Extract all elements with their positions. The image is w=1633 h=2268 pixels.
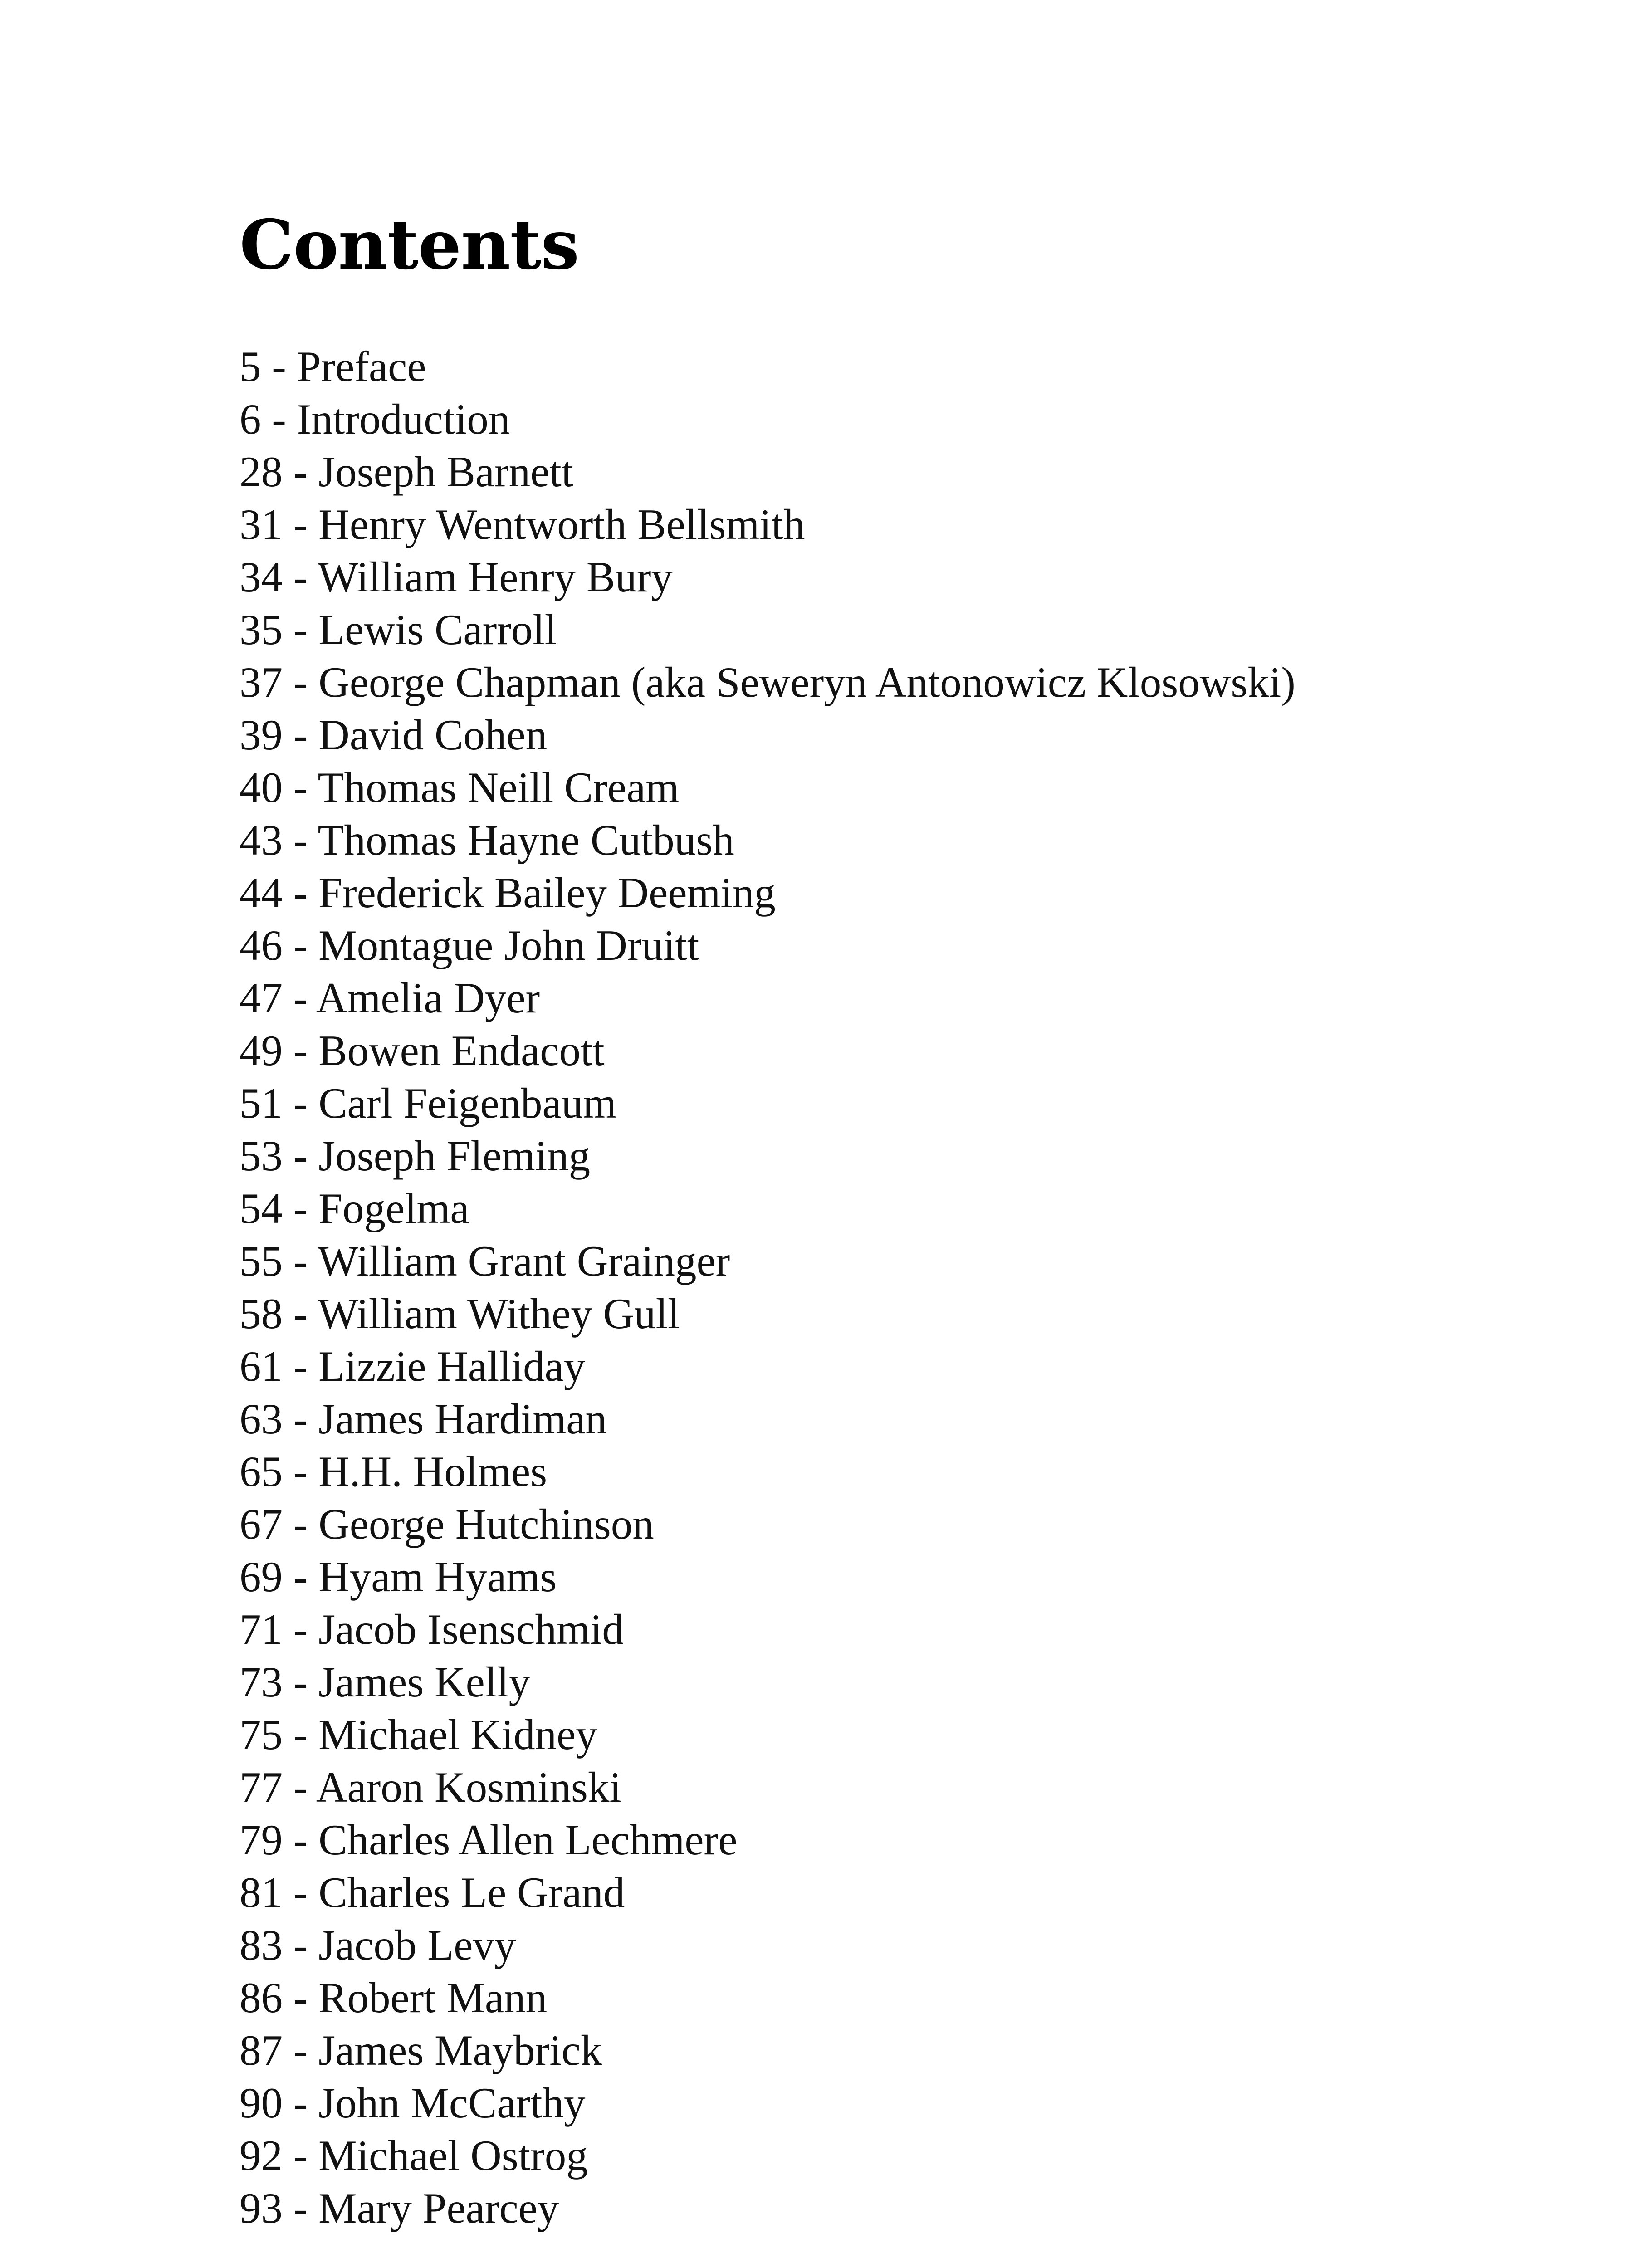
toc-entry: 75 - Michael Kidney: [240, 1711, 597, 1759]
toc-entry: 92 - Michael Ostrog: [240, 2131, 588, 2180]
toc-entry: 40 - Thomas Neill Cream: [240, 763, 680, 811]
toc-entry: 79 - Charles Allen Lechmere: [240, 1816, 738, 1864]
toc-entry: 35 - Lewis Carroll: [240, 606, 557, 654]
toc-entry: 5 - Preface: [240, 342, 426, 391]
toc-entry: 63 - James Hardiman: [240, 1395, 607, 1443]
toc-entry: 65 - H.H. Holmes: [240, 1447, 548, 1496]
toc-entry: 86 - Robert Mann: [240, 1974, 548, 2022]
toc-entry: 34 - William Henry Bury: [240, 553, 673, 601]
toc-entry: 44 - Frederick Bailey Deeming: [240, 869, 776, 917]
toc-entry: 93 - Mary Pearcey: [240, 2184, 559, 2232]
toc-entry: 53 - Joseph Fleming: [240, 1132, 591, 1180]
toc-entry: 73 - James Kelly: [240, 1658, 531, 1706]
toc-entry: 55 - William Grant Grainger: [240, 1237, 730, 1285]
toc-entry: 58 - William Withey Gull: [240, 1290, 680, 1338]
toc-entry: 87 - James Maybrick: [240, 2026, 602, 2074]
toc-entry: 47 - Amelia Dyer: [240, 974, 540, 1022]
table-of-contents: [240, 340, 1296, 2234]
toc-entry: 83 - Jacob Levy: [240, 1921, 516, 1969]
toc-entry: 43 - Thomas Hayne Cutbush: [240, 816, 734, 864]
toc-entry: 67 - George Hutchinson: [240, 1500, 654, 1548]
toc-entry: 39 - David Cohen: [240, 711, 548, 759]
toc-entry: 31 - Henry Wentworth Bellsmith: [240, 500, 805, 548]
toc-entry: 49 - Bowen Endacott: [240, 1026, 605, 1075]
toc-entry: 46 - Montague John Druitt: [240, 921, 699, 969]
toc-entry: 28 - Joseph Barnett: [240, 448, 574, 496]
toc-entry: 54 - Fogelma: [240, 1184, 469, 1232]
toc-entry: 90 - John McCarthy: [240, 2079, 586, 2127]
toc-entry: 61 - Lizzie Halliday: [240, 1342, 586, 1390]
page-title: Contents: [240, 205, 579, 285]
toc-entry: 69 - Hyam Hyams: [240, 1553, 557, 1601]
toc-entry: 51 - Carl Feigenbaum: [240, 1079, 617, 1127]
toc-entry: 77 - Aaron Kosminski: [240, 1763, 621, 1811]
toc-entry: 6 - Introduction: [240, 395, 510, 443]
toc-entry: 71 - Jacob Isenschmid: [240, 1605, 624, 1653]
toc-entry: 81 - Charles Le Grand: [240, 1868, 625, 1916]
toc-entry: 37 - George Chapman (aka Seweryn Antonowicz Klosowski): [240, 658, 1296, 706]
